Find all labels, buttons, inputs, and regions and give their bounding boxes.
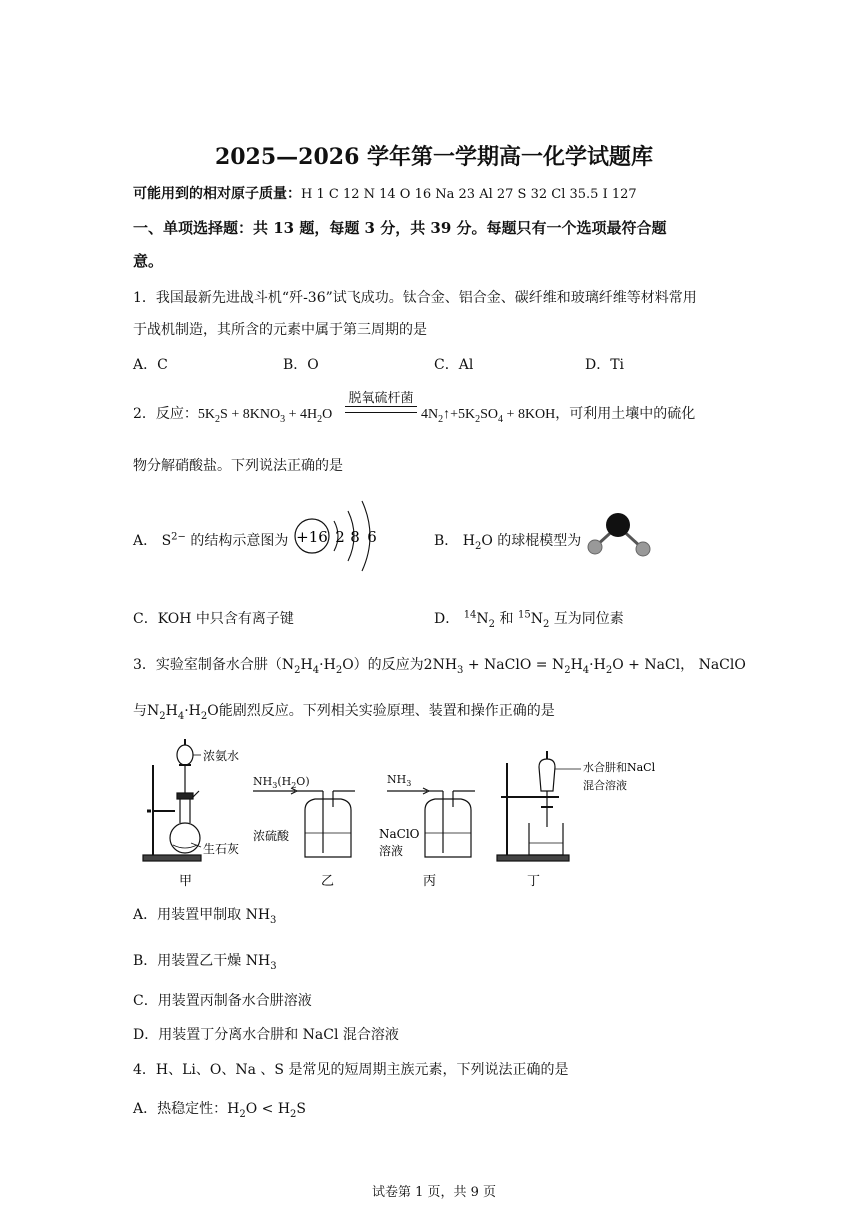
bing-gas-label: $NH_3$ — [387, 773, 412, 788]
q1-option-a[interactable]: A．C — [133, 357, 168, 373]
shell-electrons-1: 2 — [335, 528, 345, 546]
q2-option-a[interactable]: A． $S^{2-}$ 的结构示意图为 — [133, 531, 289, 549]
q3-option-d[interactable]: D．用装置丁分离水合肼和 NaCl 混合溶液 — [133, 1027, 399, 1043]
q1-option-b[interactable]: B．O — [283, 357, 319, 373]
ding-stand-base — [497, 855, 569, 861]
page-title: 2025—2026 学年第一学期高一化学试题库 — [214, 144, 654, 170]
hydrogen-atom-right — [636, 542, 650, 556]
q3-apparatus-diagram — [135, 735, 735, 895]
sulfide-ion-structure-diagram — [290, 493, 386, 579]
bing-liquid-label-1: NaClO — [379, 827, 420, 841]
q4-option-a-text: A．热稳定性： — [133, 1101, 228, 1117]
q1-option-c[interactable]: C．Al — [434, 357, 474, 373]
q2-option-d-and: 和 — [499, 611, 514, 627]
q2-option-d-suffix: 互为同位素 — [553, 611, 624, 627]
q2-option-d[interactable]: D． $^{14}N_2$ 和 $^{15}N_2$ 互为同位素 — [434, 609, 624, 630]
q1-stem-line1: 1．我国最新先进战斗机“歼-36”试飞成功。钛合金、铝合金、碳纤维和玻璃纤维等材料常用 — [133, 290, 697, 306]
apparatus-yi — [253, 775, 355, 857]
q3-stem-line2: 与$N_2H_4\cdot H_2O$能剧烈反应。下列相关实验原理、装置和操作正确的是 — [133, 703, 555, 722]
jia-flask-liquid — [173, 845, 197, 848]
q2-reaction-equals — [345, 406, 417, 413]
bing-bottle — [425, 799, 471, 857]
q2-option-d-prefix: D． — [434, 611, 460, 627]
atomic-masses-values: H 1 C 12 N 14 O 16 Na 23 Al 27 S 32 Cl 35.5 I 127 — [301, 187, 637, 202]
q3-option-b[interactable]: B．用装置乙干燥 $NH_3$ — [133, 953, 277, 972]
q3-line2-prefix: 与 — [133, 703, 147, 719]
yi-gas-label: $NH_3(H_2O)$ — [253, 775, 310, 790]
ding-separatory-funnel — [539, 759, 555, 791]
q2-stem-line1 — [133, 403, 332, 425]
q2-suffix: ，可利用土壤中的硫化 — [555, 406, 696, 422]
q3-option-c[interactable]: C．用装置丙制备水合肼溶液 — [133, 993, 312, 1009]
ding-label-2: 混合溶液 — [583, 779, 627, 792]
q2-option-a-prefix: A． — [133, 533, 158, 549]
q4-option-a[interactable]: A．热稳定性：$H_2O < H_2S$ — [133, 1101, 307, 1120]
q2-condition: 脱氧硫杆菌 — [348, 391, 414, 406]
q3-line2-suffix: 能剧烈反应。下列相关实验原理、装置和操作正确的是 — [218, 703, 555, 719]
yi-liquid-label: 浓硫酸 — [253, 829, 290, 843]
apparatus-jia — [143, 739, 201, 861]
shell-electrons-3: 6 — [367, 528, 377, 546]
q2-stem-line2: 物分解硝酸盐。下列说法正确的是 — [133, 458, 343, 474]
q2-option-b-prefix: B． — [434, 533, 459, 549]
ding-beaker — [529, 823, 563, 855]
shell-electrons-2: 8 — [350, 528, 360, 546]
yi-bottle — [305, 799, 351, 857]
hydrogen-atom-left — [588, 540, 602, 554]
apparatus-ding — [497, 751, 581, 861]
page-footer: 试卷第 1 页，共 9 页 — [371, 1185, 497, 1200]
bing-name: 丙 — [423, 874, 437, 889]
q3-option-a-text: A．用装置甲制取 — [133, 907, 242, 923]
q4-stem: 4．H、Li、O、Na 、S 是常见的短周期主族元素，下列说法正确的是 — [133, 1062, 569, 1078]
q3-stem-line1: 3．实验室制备水合肼$(N_2H_4\cdot H_2O)$的反应为$2NH_3$ + NaClO = $N_2H_4\cdot H_2O$ + NaCl， NaClO — [133, 657, 746, 676]
jia-name: 甲 — [179, 874, 193, 889]
section-heading-line1: 一、单项选择题：共 13 题，每题 3 分，共 39 分。每题只有一个选项最符合题 — [133, 219, 667, 237]
ding-name: 丁 — [527, 874, 541, 889]
q3-option-a[interactable]: A．用装置甲制取 $NH_3$ — [133, 907, 277, 926]
jia-side-tube — [193, 791, 199, 797]
q1-stem-line2: 于战机制造，其所含的元素中属于第三周期的是 — [133, 322, 427, 338]
jia-stand-base — [143, 855, 201, 861]
atomic-masses — [133, 183, 637, 203]
section-heading-line2: 意。 — [133, 252, 164, 270]
jia-stopper — [177, 793, 193, 799]
q3-mid: ）的反应为 — [353, 657, 424, 673]
q2-option-b-text: 的球棍模型为 — [497, 533, 582, 549]
oxygen-atom — [606, 513, 630, 537]
jia-separatory-funnel — [177, 745, 193, 765]
q3-prefix: 3．实验室制备水合肼（ — [133, 657, 282, 673]
q2-prefix: 2．反应： — [133, 406, 198, 422]
yi-name: 乙 — [321, 874, 335, 889]
jia-label: 浓氨水 — [203, 749, 240, 763]
bing-liquid-label-2: 溶液 — [379, 844, 404, 858]
atomic-masses-label: 可能用到的相对原子质量： — [133, 186, 301, 202]
nucleus-charge: +16 — [296, 528, 328, 546]
q1-option-d[interactable]: D．Ti — [585, 357, 625, 373]
q3-option-b-text: B．用装置乙干燥 — [133, 953, 242, 969]
ding-label-1: 水合肼和NaCl — [583, 761, 656, 774]
q2-option-b[interactable]: B． $H_2O$ 的球棍模型为 — [434, 533, 582, 552]
water-ball-stick-model — [584, 510, 656, 564]
jia-bottom-label: 生石灰 — [203, 842, 240, 856]
q2-option-c[interactable]: C．KOH 中只含有离子键 — [133, 611, 294, 627]
jia-flask — [170, 823, 200, 853]
q2-option-a-text: 的结构示意图为 — [190, 533, 289, 549]
q2-reactants: $5K_2S + 8KNO_3 + 4H_2O$ — [197, 407, 333, 425]
q2-products: $4N_2↑+5K_2SO_4 + 8KOH$，可利用土壤中的硫化 — [421, 406, 696, 425]
